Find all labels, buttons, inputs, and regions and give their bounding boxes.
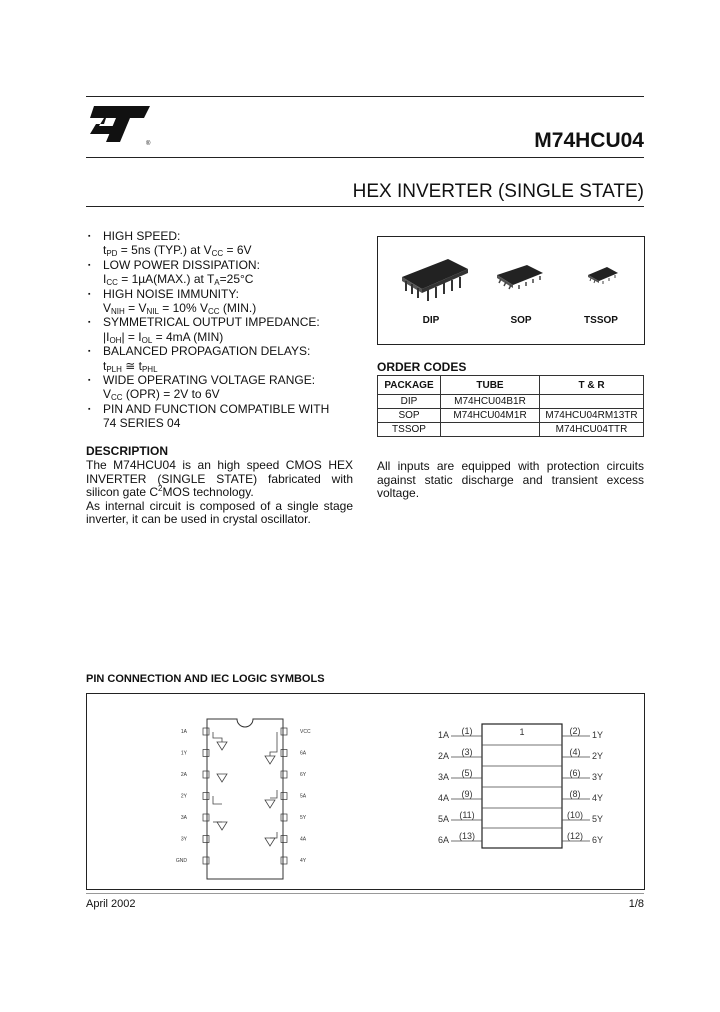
feature-detail: $t_{PD} = 5ns$ (TYP.) at $V_{CC} = 6V$ (103, 243, 252, 259)
pin (281, 857, 287, 864)
feature-detail: $t_{PLH}$ ≅ $t_{PHL}$ (103, 358, 158, 374)
iec-logic-symbol (438, 724, 603, 848)
pin (281, 728, 287, 735)
title-rule (86, 157, 644, 158)
iec-input-label: 3A (437, 772, 449, 782)
iec-output-label: 2Y (592, 751, 604, 761)
pin-diagram (87, 694, 644, 889)
table-header: TUBE (441, 376, 540, 395)
iec-output-label: 1Y (592, 730, 604, 740)
table-header: PACKAGE (378, 376, 441, 395)
table-row (378, 409, 644, 423)
table-header-row (378, 376, 644, 395)
pin (203, 836, 209, 843)
bullet-icon: ▪ (88, 348, 91, 356)
table-row (378, 395, 644, 409)
svg-text:®: ® (146, 141, 151, 146)
pin-label-left: 2A (180, 772, 187, 778)
pin-label-right: 4A (300, 836, 307, 843)
feature-detail: $V_{CC}$ (OPR) = 2V to 6V (103, 387, 220, 403)
description-p1: The M74HCU04 is an high speed CMOS HEX INVERTER (SINGLE STATE) fabricated with silicon gate $C^2MOS$ technology. (86, 458, 353, 499)
iec-output-label: 4Y (592, 793, 604, 803)
feature-item (86, 287, 356, 316)
table-row (378, 423, 644, 437)
bullet-icon: ▪ (88, 290, 91, 298)
pin-label-right: 6A (300, 750, 307, 757)
table-cell: TSSOP (378, 423, 441, 437)
table-cell: DIP (378, 395, 441, 409)
iec-output-label: 6Y (592, 835, 604, 845)
iec-input-pin: (9) (461, 789, 473, 799)
iec-output-pin: (4) (569, 747, 581, 757)
iec-input-label: 6A (437, 835, 449, 845)
order-codes-title: ORDER CODES (377, 360, 467, 374)
package-images (377, 236, 645, 345)
pin-label-left: 3A (180, 815, 187, 821)
description-text (86, 459, 353, 527)
pin-label-left: 1A (180, 729, 187, 735)
iec-input-pin: (13) (458, 831, 476, 841)
table-cell (540, 395, 644, 409)
subtitle-rule (86, 206, 644, 207)
table-cell: SOP (378, 409, 441, 423)
sop-package-icon (493, 261, 547, 295)
iec-output-pin: (6) (569, 768, 581, 778)
feature-label: WIDE OPERATING VOLTAGE RANGE: (103, 373, 316, 388)
footer-page: 1/8 (628, 898, 644, 910)
pin (203, 750, 209, 757)
feature-label: HIGH NOISE IMMUNITY: (103, 286, 240, 301)
pin (203, 728, 209, 735)
pin-label-right: 6Y (300, 772, 307, 778)
pin-label-left: 1Y (180, 750, 187, 757)
feature-item (86, 258, 356, 287)
pin (203, 771, 209, 778)
iec-output-pin: (2) (569, 726, 581, 736)
feature-detail: $|I_{OH}| = I_{OL} = 4mA$ (MIN) (103, 329, 224, 345)
iec-output-label: 3Y (592, 772, 604, 782)
dip-pinout (176, 719, 311, 879)
iec-input-pin: (5) (461, 768, 473, 778)
pin-label-right: 4Y (300, 858, 307, 864)
pkg-label-tssop: TSSOP (584, 315, 618, 326)
feature-label: SYMMETRICAL OUTPUT IMPEDANCE: (103, 315, 320, 330)
pin-label-left: 2Y (180, 793, 187, 800)
iec-input-pin: (1) (461, 726, 473, 736)
st-logo (86, 104, 154, 146)
bullet-icon: ▪ (88, 377, 91, 385)
iec-input-label: 1A (437, 730, 449, 740)
pin-label-right: 5Y (300, 815, 307, 821)
bullet-icon: ▪ (88, 233, 91, 240)
feature-item (86, 315, 356, 344)
iec-input-label: 4A (437, 793, 449, 803)
iec-output-pin: (12) (566, 831, 584, 841)
pin (281, 836, 287, 843)
feature-list (86, 229, 356, 431)
iec-input-pin: (3) (461, 747, 473, 757)
dip-package-icon (398, 255, 470, 305)
bullet-icon: ▪ (88, 405, 91, 413)
pin (281, 771, 287, 778)
table-header: T & R (540, 376, 644, 395)
table-cell: M74HCU04RM13TR (540, 409, 644, 423)
feature-label: LOW POWER DISSIPATION: (103, 257, 260, 272)
iec-input-label: 2A (437, 751, 449, 761)
pin-diagram-box (86, 693, 645, 890)
pin (281, 814, 287, 821)
part-number: M74HCU04 (534, 129, 644, 152)
footer-rule (86, 893, 644, 894)
pkg-label-sop: SOP (510, 315, 532, 326)
tssop-package-icon (585, 263, 621, 291)
feature-label: PIN AND FUNCTION COMPATIBLE WITH (103, 401, 330, 416)
feature-detail: $I_{CC} = 1\mu A(MAX.)$ at $T_A=25^\circ C$ (103, 272, 254, 288)
iec-output-pin: (8) (569, 789, 581, 799)
iec-input-label: 5A (437, 814, 449, 824)
iec-output-pin: (10) (566, 810, 584, 820)
order-codes-table (377, 375, 644, 437)
feature-label: HIGH SPEED: (103, 229, 181, 243)
pin (281, 750, 287, 757)
description-heading: DESCRIPTION (86, 444, 169, 458)
pin-label-left: GND (175, 858, 187, 864)
pin (203, 814, 209, 821)
feature-detail: $V_{NIH} = V_{NIL} = 10\%$ $V_{CC}$ (MIN.) (103, 301, 257, 317)
bullet-icon: ▪ (88, 319, 91, 327)
subtitle: HEX INVERTER (SINGLE STATE) (352, 181, 644, 202)
protection-note: All inputs are equipped with protection circuits against static discharge and transient excess voltage. (377, 459, 644, 500)
pin (281, 793, 287, 800)
pin-section-heading: PIN CONNECTION AND IEC LOGIC SYMBOLS (86, 673, 325, 685)
pin-label-right: 5A (300, 793, 307, 800)
feature-label: BALANCED PROPAGATION DELAYS: (103, 344, 311, 359)
feature-item (86, 344, 356, 373)
pin-label-left: 3Y (180, 836, 187, 843)
top-rule (86, 96, 644, 97)
description-p2: As internal circuit is composed of a single stage inverter, it can be used in crystal oscillator. (86, 498, 353, 526)
feature-detail: 74 SERIES 04 (103, 416, 181, 431)
feature-item (86, 229, 356, 258)
footer-date: April 2002 (86, 898, 136, 910)
iec-input-pin: (11) (459, 810, 475, 820)
table-cell: M74HCU04M1R (441, 409, 540, 423)
iec-symbol: 1 (519, 727, 525, 737)
pin (203, 793, 209, 800)
table-cell: M74HCU04B1R (441, 395, 540, 409)
pkg-label-dip: DIP (422, 315, 440, 326)
feature-item (86, 373, 356, 402)
pin-label-right: VCC (300, 729, 311, 735)
table-cell: M74HCU04TTR (540, 423, 644, 437)
iec-output-label: 5Y (592, 814, 604, 824)
table-cell (441, 423, 540, 437)
feature-item (86, 402, 356, 431)
bullet-icon: ▪ (88, 261, 91, 269)
pin (203, 857, 209, 864)
